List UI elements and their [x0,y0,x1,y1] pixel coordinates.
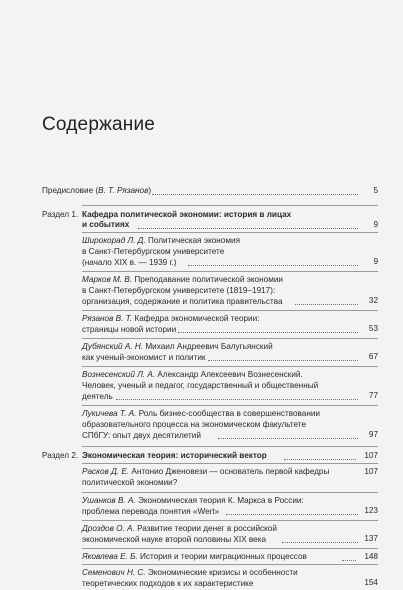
entry-page: 148 [364,552,378,561]
entry-title-line: Кафедра экономической теории: [134,314,260,323]
entry-author: Дроздов О. А. [82,524,135,533]
section-1-title-line1: Кафедра политической экономии: история в лицах [82,210,292,219]
entry-title-line: теоретических подходов к их характеристике [82,579,254,588]
entry-title-line: как ученый-экономист и политик [82,353,206,362]
entry-page: 77 [368,391,378,400]
entry-title-line: СПбГУ: опыт двух десятилетий [82,431,201,440]
leader-dots [116,399,358,400]
entry-title-line: Михаил Андреевич Балугьянский [145,342,273,351]
entry-author: Яковлева Е. Б. [82,552,138,561]
entry-title-line: Александр Алексеевич Вознесенский. [157,370,303,379]
entry-title-line: Роль бизнес-сообщества в совершенствовании [138,409,321,418]
entry-author: Расков Д. Е. [82,467,130,476]
leader-dots [295,304,358,305]
entry-author: Дубянский А. Н. [82,342,144,351]
section-2-label: Раздел 2. [42,451,79,460]
entry-divider [82,564,378,565]
leader-dots [152,194,358,195]
entry-title-line: деятель [82,392,113,401]
leader-dots [208,360,358,361]
entry-page: 32 [368,296,378,305]
entry-title-line: Преподавание политической экономии [134,275,283,284]
entry-title-line: политической экономии? [82,478,178,487]
leader-dots [284,459,356,460]
entry-page: 137 [364,534,378,543]
preface-text: Предисловие [42,186,94,195]
leader-dots [342,560,356,561]
entry-title-line: Человек, ученый и педагог, государственный и общественный [82,381,319,390]
toc-entry [82,408,358,441]
entry-author: Рязанов В. Т. [82,314,133,323]
entry-page: 97 [368,430,378,439]
toc-entry [82,466,358,488]
section-1-label: Раздел 1. [42,210,79,219]
entry-author: Семенович Н. С. [82,568,146,577]
leader-dots [226,514,358,515]
entry-divider [82,463,378,464]
entry-title-line: страницы новой истории [82,325,177,334]
entry-page: 107 [364,467,378,476]
leader-dots [282,542,358,543]
entry-divider [82,310,378,311]
entry-title-line: Антонио Дженовези — основатель первой кафедры [131,467,330,476]
entry-divider [82,338,378,339]
entry-title-line: экономической науке второй половины XIX века [82,535,267,544]
entry-title-line: (начало XIX в. — 1939 г.) [82,258,177,267]
toc-entry [82,551,358,562]
entry-title-line: История и теории миграционных процессов [140,552,307,561]
entry-title-line: Экономические кризисы и особенности [147,568,298,577]
entry-divider [82,271,378,272]
entry-title-line: организация, содержание и политика правительства [82,297,283,306]
entry-title-line: в Санкт-Петербургском университете (1819–1917): [82,286,276,295]
entry-title-line: образовательного процесса на экономическом факультете [82,420,307,429]
entry-page: 67 [368,352,378,361]
leader-dots [188,265,358,266]
entry-divider [82,520,378,521]
toc-entry [82,274,358,307]
toc-entry [82,235,358,268]
entry-page: 53 [368,324,378,333]
entry-author: Широкорад Л. Д. [82,236,146,245]
entry-author: Вознесенский Л. А. [82,370,156,379]
entry-divider [82,405,378,406]
entry-page: 9 [373,257,378,266]
section-divider [82,205,378,206]
entry-page: 123 [364,506,378,515]
leader-dots [138,228,358,229]
entry-title-line: Экономическая теория К. Маркса в России: [138,496,304,505]
entry-title-line: Развитие теории денег в российской [137,524,277,533]
entry-author: Ушанков В. А. [82,496,136,505]
section-2-page: 107 [364,451,378,460]
entry-page: 154 [364,578,378,587]
preface-entry: Предисловие (В. Т. Рязанов) [42,186,152,195]
entry-title-line: проблема перевода понятия «Wert» [82,507,220,516]
toc-entry [82,567,358,589]
entry-divider [82,366,378,367]
section-divider [82,446,378,447]
entry-divider [82,492,378,493]
leader-dots [178,332,358,333]
toc-entry [82,369,358,402]
leader-dots [218,438,358,439]
section-1-title-line2: и событиях [82,220,130,229]
page-title: Содержание [42,114,156,135]
entry-divider [82,232,378,233]
preface-author: В. Т. Рязанов [98,186,149,195]
entry-divider [82,548,378,549]
entry-author: Лукичева Т. А. [82,409,137,418]
entry-title-line: Политическая экономия [148,236,241,245]
section-1-page: 9 [373,220,378,229]
preface-page: 5 [373,186,378,195]
section-2-title: Экономическая теория: исторический вектор [82,451,267,460]
entry-title-line: в Санкт-Петербургском университете [82,247,225,256]
entry-author: Марков М. В. [82,275,133,284]
